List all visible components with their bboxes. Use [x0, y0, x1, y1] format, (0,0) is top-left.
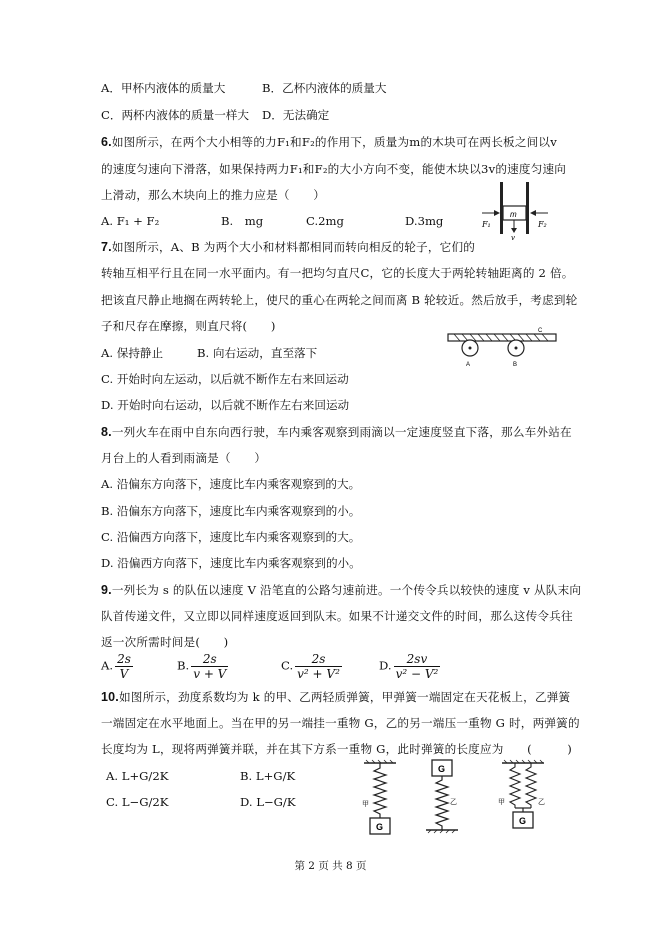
q10-line-1: 10.如图所示，劲度系数均为 k 的甲、乙两轻质弹簧，甲弹簧一端固定在天花板上，乙弹簧: [101, 690, 571, 704]
q10-fig-g-2: G: [438, 764, 446, 774]
q9-option-a: A. $\frac{2s}{V}$: [101, 652, 131, 681]
q6-option-c: C.2mg: [306, 214, 344, 228]
q10-fig-yi-2: 乙: [538, 798, 545, 806]
q6-line-3: 上滑动，那么木块向上的推力应是（ ）: [101, 188, 326, 202]
q7-fig-a: A: [466, 362, 471, 368]
q6-fig-v: v: [511, 234, 515, 242]
q8-line-1: 8.一列火车在雨中自东向西行驶，车内乘客观察到雨滴以一定速度竖直下落，那么车外站在: [101, 425, 572, 439]
q6-option-b: B. mg: [221, 214, 264, 228]
q7-option-b: B. 向右运动，直至落下: [197, 346, 318, 360]
q5-option-d: D．无法确定: [262, 108, 330, 122]
q6-line-2: 的速度匀速向下滑落，如果保持两力F₁和F₂的大小方向不变，能使木块以3v的速度匀速向: [101, 162, 567, 176]
q9-line-2: 队首传递文件，又立即以同样速度返回到队末。如果不计递交文件的时间，那么这传令兵往: [101, 609, 573, 623]
q6-figure: [480, 182, 552, 240]
q8-option-c: C. 沿偏西方向落下，速度比车内乘客观察到的大。: [101, 530, 361, 544]
q7-fig-c: C: [538, 328, 543, 334]
q7-figure: [448, 322, 558, 368]
q9-number: 9.: [101, 583, 112, 597]
q5-option-a: A．甲杯内液体的质量大: [101, 81, 226, 95]
q10-fig-yi-1: 乙: [450, 798, 457, 806]
q10-figure-standing-spring: [422, 758, 462, 836]
q5-option-c: C．两杯内液体的质量一样大: [101, 108, 249, 122]
q10-option-a: A. L+G/2K: [106, 769, 169, 783]
q6-option-a: A. F₁ + F₂: [101, 214, 160, 228]
q7-option-d: D. 开始时向右运动，以后就不断作左右来回运动: [101, 398, 350, 412]
q6-option-d: D.3mg: [405, 214, 444, 228]
q6-line-1: 6.如图所示，在两个大小相等的力F₁和F₂的作用下，质量为m的木块可在两长板之间以v: [101, 135, 557, 149]
q7-number: 7.: [101, 240, 112, 254]
q6-fig-f2: F₂: [538, 220, 547, 229]
q9-option-b: B. $\frac{2s}{v + V}$: [177, 652, 227, 681]
q10-number: 10.: [101, 690, 119, 704]
q10-option-b: B. L+G/K: [240, 769, 296, 783]
q7-line-1: 7.如图所示，A、B 为两个大小和材料都相同而转向相反的轮子，它们的: [101, 240, 476, 254]
q10-figure-hanging-spring: [360, 760, 400, 840]
q8-option-d: D. 沿偏西方向落下，速度比车内乘客观察到的小。: [101, 556, 361, 570]
q8-option-a: A. 沿偏东方向落下，速度比车内乘客观察到的大。: [101, 477, 361, 491]
q9-option-d: D. $\frac{2sv}{\text{v² − V²}}$: [379, 652, 439, 681]
q7-line-4: 子和尺存在摩擦，则直尺将( ): [101, 319, 276, 333]
q10-line-3: 长度均为 L，现将两弹簧并联，并在其下方系一重物 G，此时弹簧的长度应为 ( ): [101, 742, 572, 756]
q10-fig-jia-2: 甲: [498, 798, 505, 806]
q10-option-d: D. L−G/K: [240, 795, 296, 809]
q7-line-2: 转轴互相平行且在同一水平面内。有一把均匀直尺C，它的长度大于两轮转轴距离的 2 倍。: [101, 266, 574, 280]
q10-fig-g-3: G: [519, 816, 527, 826]
q10-figure-parallel-springs: [498, 760, 548, 836]
q7-option-a: A. 保持静止: [101, 346, 164, 360]
q8-number: 8.: [101, 425, 112, 439]
q8-line-2: 月台上的人看到雨滴是（ ）: [101, 451, 267, 465]
q9-option-c: C. $\frac{2s}{\text{v² + V²}}$: [281, 652, 340, 681]
q5-option-b: B．乙杯内液体的质量大: [262, 81, 387, 95]
q7-line-3: 把该直尺静止地搁在两转轮上，使尺的重心在两轮之间而离 B 轮较近。然后放手，考虑到轮: [101, 293, 578, 307]
q10-line-2: 一端固定在水平地面上。当在甲的另一端挂一重物 G，乙的另一端压一重物 G 时，两弹簧的: [101, 716, 580, 730]
q10-fig-jia-1: 甲: [362, 800, 369, 808]
page-footer: 第 2 页 共 8 页: [294, 860, 367, 872]
q6-number: 6.: [101, 135, 112, 149]
q6-fig-m: m: [510, 210, 517, 219]
q8-option-b: B. 沿偏东方向落下，速度比车内乘客观察到的小。: [101, 504, 361, 518]
q9-line-3: 返一次所需时间是( ): [101, 635, 229, 649]
q7-option-c: C. 开始时向左运动，以后就不断作左右来回运动: [101, 372, 349, 386]
q9-line-1: 9.一列长为 s 的队伍以速度 V 沿笔直的公路匀速前进。一个传令兵以较快的速度 v 从队末向: [101, 583, 582, 597]
q10-option-c: C. L−G/2K: [106, 795, 169, 809]
q7-fig-b: B: [513, 362, 518, 368]
q6-fig-f1: F₁: [482, 220, 491, 229]
q10-fig-g-1: G: [376, 822, 384, 832]
